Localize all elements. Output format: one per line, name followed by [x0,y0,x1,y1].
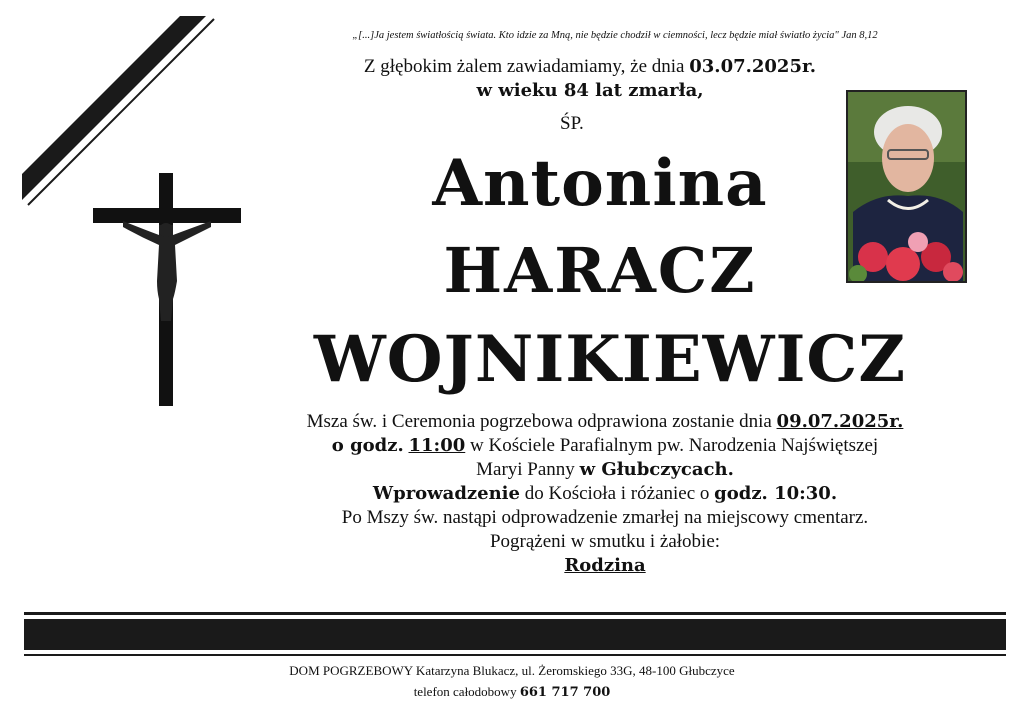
cemetery-text: Po Mszy św. nastąpi odprowadzenie zmarłej na miejscowy cmentarz. [341,507,869,528]
ceremony-details [225,410,985,578]
bible-quote: „[...]Ja jestem światłością świata. Kto idzie za Mną, nie będzie chodził w ciemności, lecz będzie miał światło życia" Jan 8,12 [352,30,878,41]
crucifix-icon [93,173,241,406]
family-signature: Rodzina [564,555,646,576]
rosary-text: do Kościoła i różaniec o [519,483,715,504]
honorific: ŚP. [560,113,584,134]
surname-2: WOJNIKIEWICZ [313,322,907,397]
band-bottom-line [24,654,1006,656]
announcement-text: Z głębokim żalem zawiadamiamy, że dnia [363,56,690,77]
mourning-band [24,619,1006,650]
church-name: Maryi Panny [476,459,580,480]
funeral-date: 09.07.2025r. [776,411,904,432]
death-date: 03.07.2025r. [689,56,817,77]
church-text: w Kościele Parafialnym pw. Narodzenia Najświętszej [465,435,879,456]
time-label: o godz. [331,435,404,456]
mourners-text: Pogrążeni w smutku i żałobie: [489,531,721,552]
company-address: DOM POGRZEBOWY Katarzyna Blukacz, ul. Żeromskiego 33G, 48-100 Głubczyce [289,663,735,678]
phone-label: telefon całodobowy [413,684,520,699]
band-top-line [24,612,1006,615]
first-name: Antonina [432,146,768,221]
surname-1: HARACZ [443,234,757,307]
town-name: w Głubczycach. [579,459,734,480]
ceremony-text: Msza św. i Ceremonia pogrzebowa odprawiona zostanie dnia [306,411,777,432]
death-announcement [230,55,950,103]
rosary-time: godz. 10:30. [714,483,838,504]
funeral-time: 11:00 [408,435,466,456]
age-line: w wieku 84 lat zmarła, [476,80,704,101]
introduction-label: Wprowadzenie [372,483,520,504]
funeral-home-footer [0,660,1024,703]
phone-number: 661 717 700 [519,685,611,700]
